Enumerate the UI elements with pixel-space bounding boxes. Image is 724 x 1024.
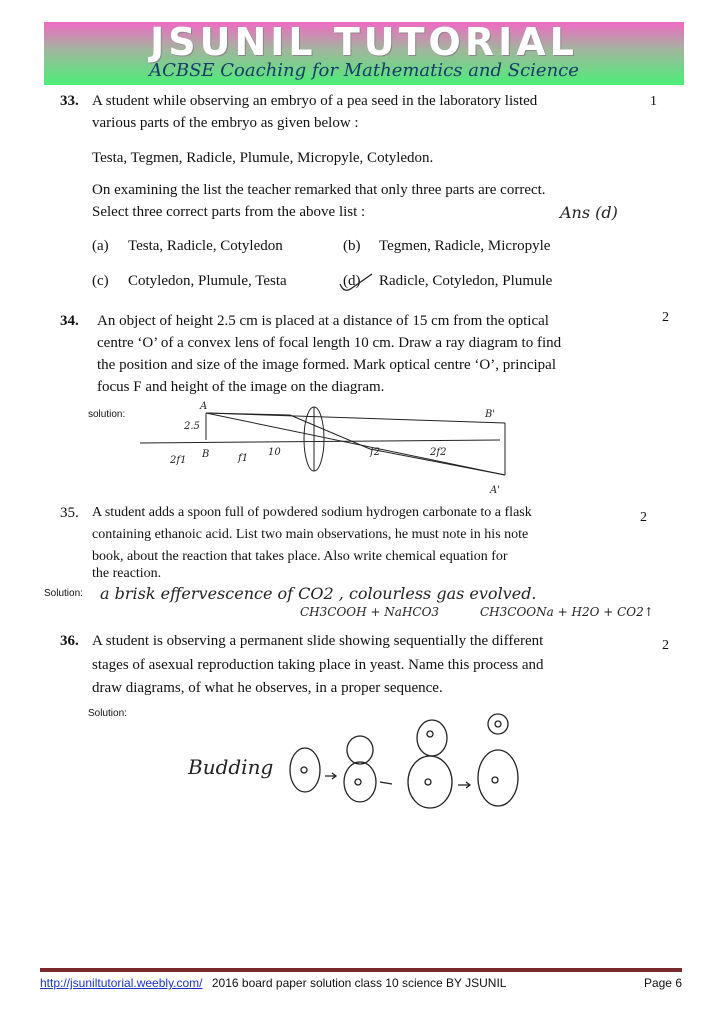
q34-line: centre ‘O’ of a convex lens of focal length 10 cm. Draw a ray diagram to find (97, 335, 562, 351)
banner-subtitle: ACBSE Coaching for Mathematics and Science (149, 60, 579, 81)
q33-marks: 1 (650, 94, 657, 109)
diagram-label-B: B (202, 449, 210, 460)
diagram-label-A-prime: A' (490, 485, 500, 496)
q36-marks: 2 (662, 638, 669, 653)
q33-option-key: (b) (343, 238, 361, 254)
header-banner (44, 22, 684, 85)
ray-diagram (130, 395, 530, 500)
q35-answer: a brisk effervescence of CO2 , colourless gas evolved. (100, 584, 537, 603)
q34-line: focus F and height of the image on the diagram. (97, 379, 385, 395)
q33-list: Testa, Tegmen, Radicle, Plumule, Micropyle, Cotyledon. (92, 150, 434, 166)
q36-line: draw diagrams, of what he observes, in a proper sequence. (92, 680, 443, 696)
q33-line: A student while observing an embryo of a pea seed in the laboratory listed (92, 93, 538, 109)
q36-number: 36. (60, 633, 79, 649)
q36-line: stages of asexual reproduction taking place in yeast. Name this process and (92, 657, 544, 673)
q34-marks: 2 (662, 310, 669, 325)
q35-solution-label: Solution: (44, 588, 83, 599)
q34-line: the position and size of the image formed. Mark optical centre ‘O’, principal (97, 357, 557, 373)
q33-line: Select three correct parts from the above list : (92, 204, 366, 220)
q33-option-text: Cotyledon, Plumule, Testa (128, 273, 287, 289)
q36-answer: Budding (188, 755, 274, 779)
principal-axis (140, 440, 500, 443)
q35-line: A student adds a spoon full of powdered sodium hydrogen carbonate to a flask (92, 505, 532, 520)
footer (40, 976, 682, 990)
q35-line: the reaction. (92, 566, 162, 581)
budding-diagram (280, 710, 540, 810)
q35-number: 35. (60, 505, 79, 521)
q35-line: containing ethanoic acid. List two main observations, he must note in his note (92, 527, 529, 542)
diagram-label-A: A (200, 401, 208, 412)
diagram-label-10: 10 (268, 447, 281, 458)
q34-solution-label: solution: (88, 409, 126, 420)
q35-line: book, about the reaction that takes place. Also write chemical equation for (92, 549, 508, 564)
q33-option-key: (d) (343, 273, 361, 289)
q33-number: 33. (60, 93, 79, 109)
q35-equation-left: CH3COOH + NaHCO3 (300, 605, 440, 619)
q34-number: 34. (60, 313, 79, 329)
q35-equation-right: CH3COONa + H2O + CO2↑ (480, 605, 654, 619)
footer-link[interactable]: http://jsuniltutorial.weebly.com/ (40, 976, 203, 990)
q33-line: various parts of the embryo as given below : (92, 115, 359, 131)
answer-tick-mark (336, 270, 376, 296)
q33-option-text: Testa, Radicle, Cotyledon (128, 238, 283, 254)
footer-text: 2016 board paper solution class 10 science BY JSUNIL (211, 976, 507, 990)
q34-line: An object of height 2.5 cm is placed at a distance of 15 cm from the optical (97, 313, 549, 329)
diagram-label-2f1: 2f1 (170, 455, 187, 466)
q33-option-key: (a) (92, 238, 109, 254)
footer-divider (40, 968, 682, 972)
diagram-label-height: 2.5 (184, 421, 200, 432)
q33-answer-note: Ans (d) (560, 203, 618, 222)
q33-option-text: Radicle, Cotyledon, Plumule (379, 273, 553, 289)
q33-line: On examining the list the teacher remarked that only three parts are correct. (92, 182, 546, 198)
diagram-label-f1: f1 (238, 453, 249, 464)
banner-title: JSUNIL TUTORIAL (150, 20, 578, 64)
q36-line: A student is observing a permanent slide showing sequentially the different (92, 633, 544, 649)
diagram-label-f2: f2 (370, 447, 381, 458)
q36-solution-label: Solution: (88, 708, 127, 719)
ray-through-centre (206, 413, 505, 475)
page-number: Page 6 (643, 976, 682, 990)
diagram-label-B-prime: B' (485, 409, 496, 420)
q35-marks: 2 (640, 510, 647, 525)
q33-option-key: (c) (92, 273, 109, 289)
diagram-label-2f2: 2f2 (430, 447, 447, 458)
q33-option-text: Tegmen, Radicle, Micropyle (379, 238, 551, 254)
